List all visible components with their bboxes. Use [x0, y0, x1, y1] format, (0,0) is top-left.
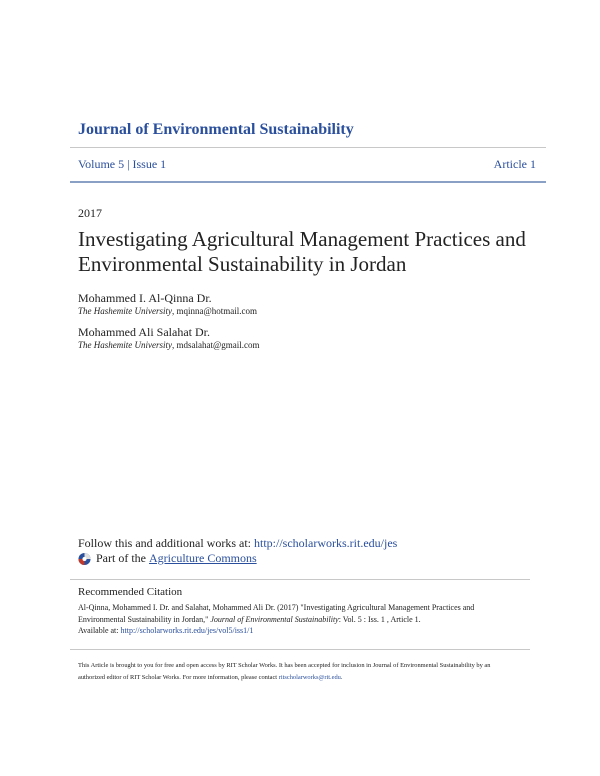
article-url-link[interactable]: http://scholarworks.rit.edu/jes/vol5/iss1/1 — [120, 626, 254, 635]
affiliation-name: The Hashemite University — [78, 306, 172, 316]
publication-year: 2017 — [78, 206, 102, 220]
author-affiliation: The Hashemite University, mdsalahat@gmail.com — [78, 340, 260, 350]
citation-authors-title: Al-Qinna, Mohammed I. Dr. and Salahat, Mohammed Ali Dr. (2017) "Investigating Agricultural Management Practices and Environmental Sustainability in Jordan," — [78, 603, 475, 624]
footer-notice — [78, 660, 518, 683]
author-name: Mohammed I. Al-Qinna Dr. — [78, 291, 212, 305]
part-of-line — [78, 551, 257, 566]
volume-issue-link[interactable]: Volume 5 | Issue 1 — [78, 157, 167, 171]
divider — [70, 579, 530, 580]
author-email: mqinna@hotmail.com — [176, 306, 258, 316]
contact-email-link[interactable]: ritscholarworks@rit.edu — [278, 673, 341, 681]
footer-text: This Article is brought to you for free and open access by RIT Scholar Works. It has been accepted for inclusion in Journal of Environmental Sustainability by an authorized editor of RIT Scholar Works. For more information, please contact — [78, 662, 491, 681]
divider — [70, 649, 530, 650]
article-link[interactable]: Article 1 — [493, 157, 536, 171]
digital-commons-network-icon — [78, 552, 91, 566]
footer-end: . — [340, 673, 343, 681]
affiliation-name: The Hashemite University — [78, 340, 172, 350]
paper-title: Investigating Agricultural Management Practices and Environmental Sustainability in Jordan — [78, 227, 526, 276]
part-of-text: Part of the — [96, 551, 146, 565]
author-email: mdsalahat@gmail.com — [176, 340, 260, 350]
follow-text: Follow this and additional works at: — [78, 536, 254, 550]
author-affiliation: The Hashemite University, mqinna@hotmail.com — [78, 306, 258, 316]
citation-volume: : Vol. 5 : Iss. 1 , Article 1. — [338, 614, 421, 624]
citation-text — [78, 602, 508, 637]
journal-title[interactable]: Journal of Environmental Sustainability — [78, 121, 354, 138]
agriculture-commons-link[interactable]: Agriculture Commons — [149, 551, 257, 565]
citation-journal: Journal of Environmental Sustainability — [210, 614, 339, 624]
follow-line — [78, 536, 397, 551]
available-label: Available at: — [78, 626, 121, 635]
recommended-citation-heading: Recommended Citation — [78, 586, 183, 598]
author-name: Mohammed Ali Salahat Dr. — [78, 325, 210, 339]
collection-link[interactable]: http://scholarworks.rit.edu/jes — [254, 536, 398, 550]
